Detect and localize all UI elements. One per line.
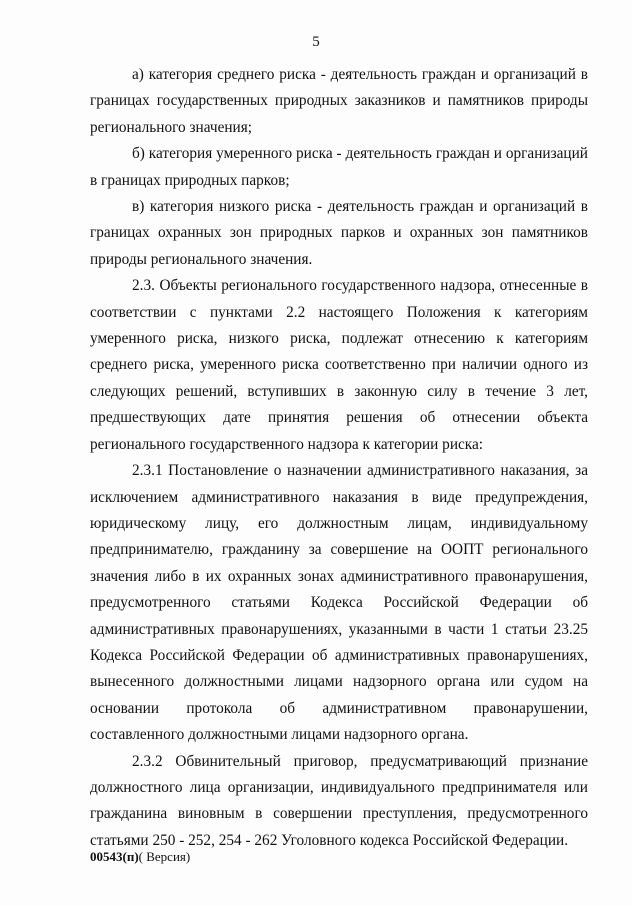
document-code: 00543(п) <box>90 849 139 864</box>
paragraph-category-medium: а) категория среднего риска - деятельность граждан и организаций в границах государственных природных заказников и памятников природы регионального значения; <box>90 66 588 136</box>
paragraph-2-3: 2.3. Объекты регионального государственного надзора, отнесенные в соответствии с пунктами 2.2 настоящего Положения к категориям умеренного риска, низкого риска, подлежат отнесению к категориям среднего риска, умеренного риска соответственно при наличии одного из следующих решений, вступивших в законную силу в течение 3 лет, предшествующих дате принятия решения об отнесении объекта регионального государственного надзора к категории риска: <box>90 277 588 453</box>
paragraph-2-3-1: 2.3.1 Постановление о назначении административного наказания, за исключением административного наказания в виде предупреждения, юридическому лицу, его должностным лицам, индивидуальному предпринимателю, гражданину за совершение на ООПТ регионального значения либо в их охранных зонах административного правонарушения, предусмотренного статьями Кодекса Российской Федерации об административных правонарушениях, указанными в части 1 статьи 23.25 Кодекса Российской Федерации об административных правонарушениях, вынесенного должностными лицами надзорного органа или судом на основании протокола об административном правонарушении, составленного должностными лицами надзорного органа. <box>90 462 588 744</box>
paragraph-2-3-2: 2.3.2 Обвинительный приговор, предусматривающий признание должностного лица организации, индивидуального предпринимателя или гражданина виновным в совершении преступления, предусмотренного статьями 250 - 252, 254 - 262 Уголовного кодекса Российской Федерации. <box>90 752 588 849</box>
footer-document-code <box>90 849 190 865</box>
document-version: ( Версия) <box>138 849 191 864</box>
paragraph-category-low: в) категория низкого риска - деятельность граждан и организаций в границах охранных зон природных парков и охранных зон памятников природы регионального значения. <box>90 198 588 268</box>
paragraph-category-moderate: б) категория умеренного риска - деятельность граждан и организаций в границах природных парков; <box>90 145 588 189</box>
document-body <box>90 62 588 854</box>
page-number: 5 <box>312 34 320 50</box>
